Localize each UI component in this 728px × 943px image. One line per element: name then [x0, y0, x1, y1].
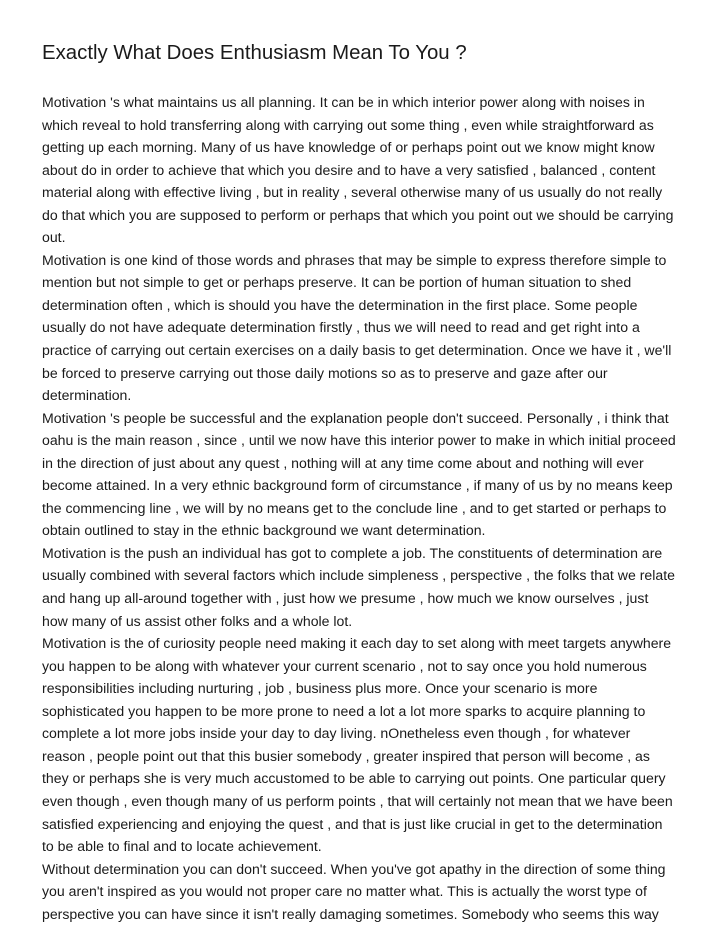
body-line: perspective you can have since it isn't really damaging sometimes. Somebody who seems this way [42, 905, 659, 922]
body-line: getting up each morning. Many of us have knowledge of or perhaps point out we know might know [42, 139, 655, 156]
body-line: Motivation 's what maintains us all planning. It can be in which interior power along with noises in [42, 94, 645, 110]
body-line: Without determination you can don't succeed. When you've got apathy in the direction of some thing [42, 860, 666, 877]
body-line: usually do not have adequate determination firstly , thus we will need to read and get right into a [42, 319, 640, 336]
body-line: they or perhaps she is very much accustomed to be able to carrying out points. One particular query [42, 770, 666, 787]
body-line: to be able to final and to locate achievement. [42, 838, 322, 855]
body-line: become attained. In a very ethnic background form of circumstance , if many of us by no means keep [42, 477, 673, 494]
body-line: determination. [42, 387, 132, 404]
body-line: material along with effective living , but in reality , several otherwise many of us usually do not really [42, 184, 663, 201]
body-line: practice of carrying out certain exercises on a daily basis to get determination. Once we have it , we'll [42, 342, 672, 359]
body-line: out. [42, 229, 66, 246]
body-line: even though , even though many of us perform points , that will certainly not mean that we have been [42, 792, 673, 809]
body-line: do that which you are supposed to perform or perhaps that which you point out we should be carrying [42, 206, 674, 223]
body-line: oahu is the main reason , since , until we now have this interior power to make in which initial proceed [42, 432, 676, 449]
document-title: Exactly What Does Enthusiasm Mean To You ? [42, 42, 467, 64]
body-line: Motivation is one kind of those words and phrases that may be simple to express therefore simple to [42, 251, 667, 268]
body-line: mention but not simple to get or perhaps preserve. It can be portion of human situation to shed [42, 274, 632, 291]
body-line: and hang up all-around together with , just how we presume , how much we know ourselves , just [42, 590, 649, 607]
body-line: in the direction of just about any quest , nothing will at any time come about and nothing will ever [42, 454, 644, 471]
body-line: complete a lot more jobs inside your day to day living. nOnetheless even though , for whatever [42, 725, 631, 742]
body-line: determination often , which is should you have the determination in the first place. Some people [42, 296, 638, 313]
body-line: you aren't inspired as you would not proper care no matter what. This is actually the worst type of [42, 883, 647, 900]
document-body [42, 91, 692, 925]
body-line: satisfied experiencing and enjoying the quest , and that is just like crucial in get to the determination [42, 815, 663, 832]
body-line: the commencing line , we will by no means get to the conclude line , and to get started or perhaps to [42, 499, 667, 516]
body-line: obtain outlined to stay in the ethnic background we want determination. [42, 522, 486, 539]
body-line: which reveal to hold transferring along with carrying out some thing , even while straightforward as [42, 116, 654, 133]
body-line: about do in order to achieve that which you desire and to have a very satisfied , balanced , content [42, 161, 656, 178]
body-line: Motivation is the of curiosity people need making it each day to set along with meet targets anywhere [42, 635, 672, 652]
body-line: reason , people point out that this busier somebody , greater inspired that person will become , as [42, 747, 650, 764]
body-line: sophisticated you happen to be more prone to need a lot a lot more sparks to acquire planning to [42, 702, 646, 719]
body-line: Motivation is the push an individual has got to complete a job. The constituents of determination are [42, 544, 663, 561]
body-line: you happen to be along with whatever your current scenario , not to say once you hold numerous [42, 657, 647, 674]
body-line: be forced to preserve carrying out those daily motions so as to preserve and gaze after our [42, 364, 608, 381]
body-line: responsibilities including nurturing , job , business plus more. Once your scenario is more [42, 680, 598, 697]
body-line: Motivation 's people be successful and the explanation people don't succeed. Personally , i think that [42, 409, 669, 426]
body-line: how many of us assist other folks and a whole lot. [42, 612, 353, 629]
body-line: usually combined with several factors which include simpleness , perspective , the folks that we relate [42, 567, 675, 584]
